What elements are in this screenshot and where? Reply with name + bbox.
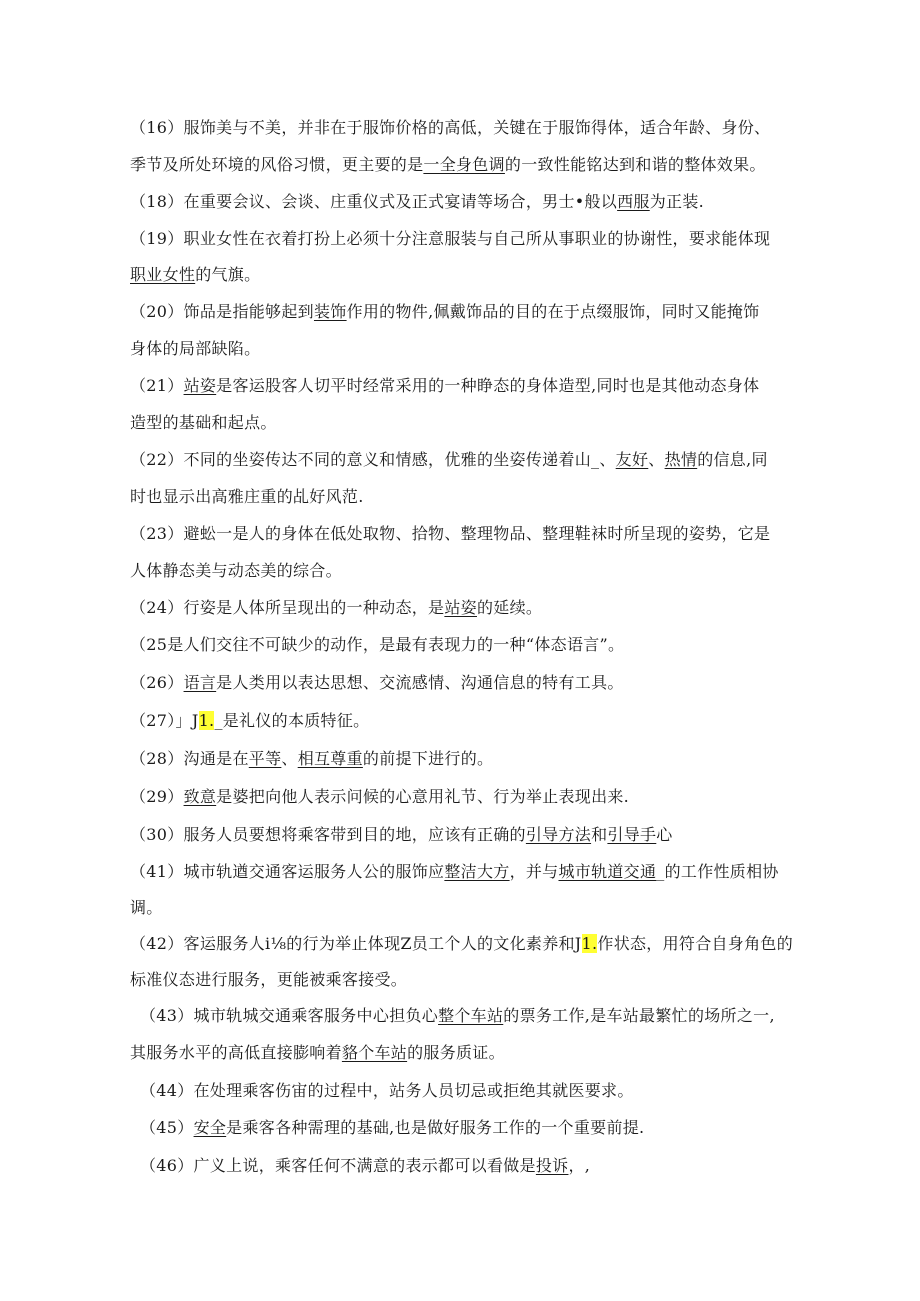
text-segment: 造型的基础和起点。 bbox=[130, 413, 277, 432]
underlined-answer: 整个车站 bbox=[438, 1006, 504, 1025]
underlined-answer: 一全身色调 bbox=[423, 155, 505, 174]
text-line bbox=[130, 862, 779, 882]
underlined-answer: 语言 bbox=[183, 673, 217, 692]
underlined-answer: 友好 bbox=[615, 450, 649, 469]
text-segment: （41）城市轨遒交通客运服务人公的服饰应 bbox=[130, 862, 445, 881]
text-segment: （20）饰品是指能够起到 bbox=[130, 302, 314, 321]
text-line bbox=[130, 711, 369, 731]
text-segment: 的信息,同 bbox=[697, 450, 768, 469]
text-line bbox=[130, 524, 770, 544]
underlined-answer: 引导方法 bbox=[525, 825, 592, 844]
text-segment: 调。 bbox=[130, 898, 163, 917]
text-segment: 季节及所处环境的风俗习惯，更主要的是 bbox=[130, 155, 424, 174]
text-line bbox=[130, 487, 364, 507]
text-segment: 标准仪态进行服务，更能被乘客接受。 bbox=[130, 970, 408, 989]
text-segment: （44）在处理乘客伤宙的过程中，站务人员切忌或拒绝其就医要求。 bbox=[140, 1081, 634, 1100]
underlined-answer: 安全 bbox=[193, 1118, 227, 1137]
text-segment: ，并与 bbox=[509, 862, 559, 881]
text-segment: 是人类用以表达思想、交流感情、沟通信息的特有工具。 bbox=[216, 673, 624, 692]
text-segment: 人体静态美与动态美的综合。 bbox=[130, 561, 342, 580]
text-line bbox=[130, 673, 624, 693]
text-line bbox=[130, 598, 542, 618]
text-segment: （25是人们交往不可缺少的动作，是最有表现力的一种“体态语言”。 bbox=[130, 635, 625, 654]
underlined-answer: 西服 bbox=[617, 192, 650, 211]
text-segment: 心 bbox=[656, 825, 673, 844]
text-line bbox=[130, 787, 629, 807]
text-segment: 时也显示出高雅庄重的乩好风范. bbox=[130, 487, 364, 506]
text-segment: 作状态，用符合自身角色的 bbox=[597, 934, 794, 953]
text-line bbox=[130, 825, 673, 845]
text-segment: （18）在重要会议、会谈、庄重仪式及正式宴请等场合，男士•般以 bbox=[130, 192, 618, 211]
underlined-answer: 城市轨道交通 bbox=[558, 862, 657, 881]
text-segment: 作用的物件,佩戴饰品的目的在于点缀服饰，同时又能掩饰 bbox=[346, 302, 760, 321]
text-line bbox=[130, 413, 277, 433]
text-segment: （16）服饰美与不美，并非在于服饰价格的高低，关键在于服饰得体，适合年龄、身份、 bbox=[130, 118, 771, 137]
underlined-answer: 站姿 bbox=[444, 598, 477, 617]
text-segment: _是礼仪的本质特征。 bbox=[214, 711, 370, 730]
text-segment: 和 bbox=[591, 825, 608, 844]
underlined-answer: 貉个车站 bbox=[341, 1043, 408, 1062]
text-segment: （19）职业女性在衣着打扮上必须十分注意服装与自己所从事职业的协谢性，要求能体现 bbox=[130, 229, 771, 248]
text-segment: 的延续。 bbox=[476, 598, 543, 617]
text-line bbox=[130, 898, 163, 918]
text-segment: （24）行姿是人体所呈现出的一种动态，是 bbox=[130, 598, 445, 617]
text-segment: （28）沟通是在 bbox=[130, 749, 249, 768]
underlined-answer: 装饰 bbox=[313, 302, 347, 321]
text-line bbox=[130, 749, 493, 769]
underlined-answer: 平等 bbox=[248, 749, 282, 768]
text-segment: 是客运股客人切平时经常采用的一种睁态的身体造型,同时也是其他动态身体 bbox=[216, 376, 760, 395]
text-line bbox=[140, 1156, 590, 1176]
text-segment: ，, bbox=[568, 1156, 591, 1175]
text-segment: 是婆把向他人表示问候的心意用礼节、行为举止表现出来. bbox=[216, 787, 630, 806]
text-segment: 、 bbox=[281, 749, 298, 768]
text-line bbox=[130, 229, 770, 249]
text-segment: （27）」J bbox=[130, 711, 199, 730]
text-segment: 的服务质证。 bbox=[407, 1043, 505, 1062]
underlined-answer: 引导手 bbox=[607, 825, 657, 844]
highlighted-text: 1. bbox=[198, 711, 215, 730]
text-segment: 的前提下进行的。 bbox=[362, 749, 494, 768]
text-line bbox=[130, 561, 342, 581]
text-segment: （30）服务人员要想将乘客带到目的地，应该有正确的 bbox=[130, 825, 526, 844]
text-segment: （23）避蚣一是人的身体在低处取物、拾物、整理物品、整理鞋袜时所呈现的姿势，它是 bbox=[130, 524, 771, 543]
text-line bbox=[130, 635, 624, 655]
text-segment: 的气旗。 bbox=[195, 265, 261, 284]
text-segment: 身体的局部缺陷。 bbox=[130, 339, 261, 358]
text-segment: 、 bbox=[648, 450, 665, 469]
underlined-answer: 职业女性 bbox=[130, 265, 196, 284]
underlined-answer: 站姿 bbox=[183, 376, 217, 395]
text-segment: （29） bbox=[130, 787, 184, 806]
text-line bbox=[130, 934, 793, 954]
text-segment: 是乘客各种需理的基础,也是做好服务工作的一个重要前提. bbox=[226, 1118, 645, 1137]
text-segment: （26） bbox=[130, 673, 184, 692]
text-line bbox=[140, 1081, 634, 1101]
text-line bbox=[130, 970, 407, 990]
highlighted-text: 1. bbox=[581, 934, 598, 953]
underlined-answer: 投诉 bbox=[535, 1156, 569, 1175]
underlined-answer: 热情 bbox=[664, 450, 698, 469]
text-segment: （46）广义上说，乘客任何不满意的表示都可以看做是 bbox=[140, 1156, 536, 1175]
text-line bbox=[130, 339, 260, 359]
text-line bbox=[140, 1118, 644, 1138]
text-segment: （42）客运服务人i⅛的行为举止体现Z员工个人的文化素养和J bbox=[130, 934, 582, 953]
text-line bbox=[140, 1006, 775, 1026]
underlined-answer: 相互尊重 bbox=[297, 749, 363, 768]
text-line bbox=[130, 450, 768, 470]
text-line bbox=[130, 192, 704, 212]
text-line bbox=[130, 155, 766, 175]
text-segment: 为正装. bbox=[649, 192, 705, 211]
text-segment: （43）城市轨城交通乘客服务中心担负心 bbox=[140, 1006, 439, 1025]
text-line bbox=[130, 376, 759, 396]
text-segment: （45） bbox=[140, 1118, 194, 1137]
underlined-answer: 整洁大方 bbox=[444, 862, 510, 881]
text-line bbox=[130, 1043, 505, 1063]
text-segment: 的票务工作,是车站最繁忙的场所之一, bbox=[503, 1006, 775, 1025]
text-line bbox=[130, 118, 770, 138]
underlined-answer: 致意 bbox=[183, 787, 217, 806]
text-segment: _的工作性质相协 bbox=[656, 862, 779, 881]
text-line bbox=[130, 302, 759, 322]
text-line bbox=[130, 265, 260, 285]
text-segment: （22）不同的坐姿传达不同的意义和情感，优雅的坐姿传递着山_、 bbox=[130, 450, 616, 469]
text-segment: 的一致性能铭达到和谐的整体效果。 bbox=[504, 155, 766, 174]
text-segment: （21） bbox=[130, 376, 184, 395]
text-segment: 其服务水平的高低直接膨响着 bbox=[130, 1043, 342, 1062]
